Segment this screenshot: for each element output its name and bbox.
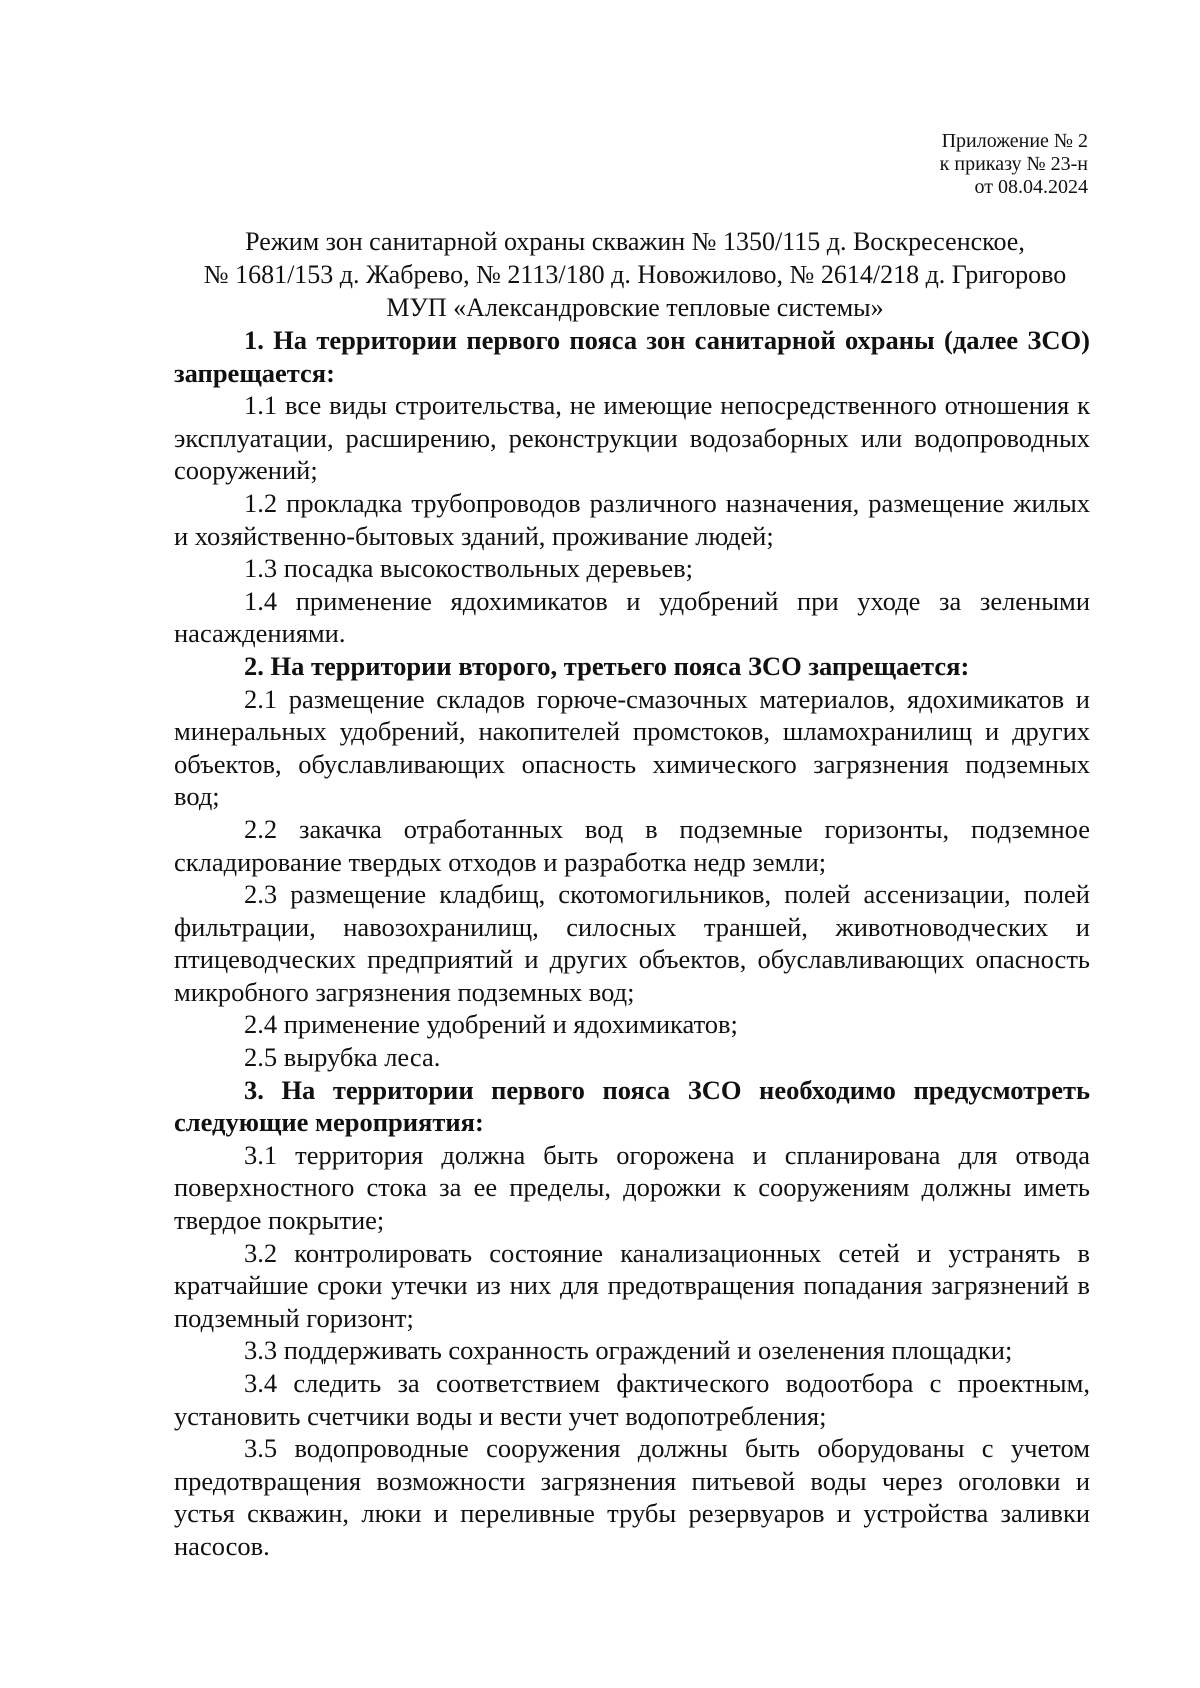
section-2-heading: 2. На территории второго, третьего пояса ЗСО запрещается:: [244, 650, 970, 681]
item-2-3: 2.3 размещение кладбищ, скотомогильников, полей ассенизации, полей фильтрации, навозохранилищ, силосных траншей, животноводческих и птицеводческих предприятий и других объектов, обуславливающих опасность микробного загрязнения подземных вод;: [174, 879, 1090, 1007]
item-3-2: 3.2 контролировать состояние канализационных сетей и устранять в кратчайшие сроки утечки из них для предотвращения попадания загрязнений в подземный горизонт;: [174, 1237, 1090, 1333]
item-2-2: 2.2 закачка отработанных вод в подземные горизонты, подземное складирование твердых отходов и разработка недр земли;: [174, 813, 1090, 877]
annex-date: от 08.04.2024: [974, 176, 1088, 198]
document-title: [168, 225, 1102, 324]
item-1-4: 1.4 применение ядохимикатов и удобрений при уходе за зелеными насаждениями.: [174, 585, 1090, 649]
item-1-3: 1.3 посадка высокоствольных деревьев;: [244, 553, 694, 584]
item-3-4: 3.4 следить за соответствием фактического водоотбора с проектным, установить счетчики воды и вести учет водопотребления;: [174, 1368, 1090, 1431]
section-1-heading: 1. На территории первого пояса зон санитарной охраны (далее ЗСО) запрещается:: [174, 325, 1090, 388]
annex-number: Приложение № 2: [941, 130, 1088, 152]
item-3-3: 3.3 поддерживать сохранность ограждений и озеленения площадки;: [244, 1335, 1013, 1366]
item-1-2: 1.2 прокладка трубопроводов различного назначения, размещение жилых и хозяйственно-бытовых зданий, проживание людей;: [174, 487, 1090, 551]
title-line-2: № 1681/153 д. Жабрево, № 2113/180 д. Новожилово, № 2614/218 д. Григорово: [203, 260, 1067, 289]
item-2-1: 2.1 размещение складов горюче-смазочных материалов, ядохимикатов и минеральных удобрений, накопителей промстоков, шламохранилищ и других объектов, обуславливающих опасность химического загрязнения подземных вод;: [174, 683, 1090, 812]
document-body: [174, 324, 1090, 1563]
section-3-heading: 3. На территории первого пояса ЗСО необходимо предусмотреть следующие мероприятия:: [174, 1074, 1090, 1138]
annex-order-ref: к приказу № 23-н: [939, 153, 1088, 175]
title-line-3: МУП «Александровские тепловые системы»: [386, 293, 884, 322]
document-page: [174, 130, 1090, 1563]
item-3-5: 3.5 водопроводные сооружения должны быть оборудованы с учетом предотвращения возможности загрязнения питьевой воды через оголовки и устья скважин, люки и переливные трубы резервуаров и устройства заливки насосов.: [174, 1433, 1090, 1561]
item-2-4: 2.4 применение удобрений и ядохимикатов;: [244, 1009, 738, 1040]
item-1-1: 1.1 все виды строительства, не имеющие непосредственного отношения к эксплуатации, расширению, реконструкции водозаборных или водопроводных сооружений;: [174, 390, 1090, 486]
item-3-1: 3.1 территория должна быть огорожена и спланирована для отвода поверхностного стока за ее пределы, дорожки к сооружениям должны иметь твердое покрытие;: [174, 1139, 1090, 1236]
item-2-5: 2.5 вырубка леса.: [244, 1042, 441, 1073]
title-line-1: Режим зон санитарной охраны скважин № 1350/115 д. Воскресенское,: [245, 227, 1025, 256]
annex-block: [174, 130, 1088, 199]
